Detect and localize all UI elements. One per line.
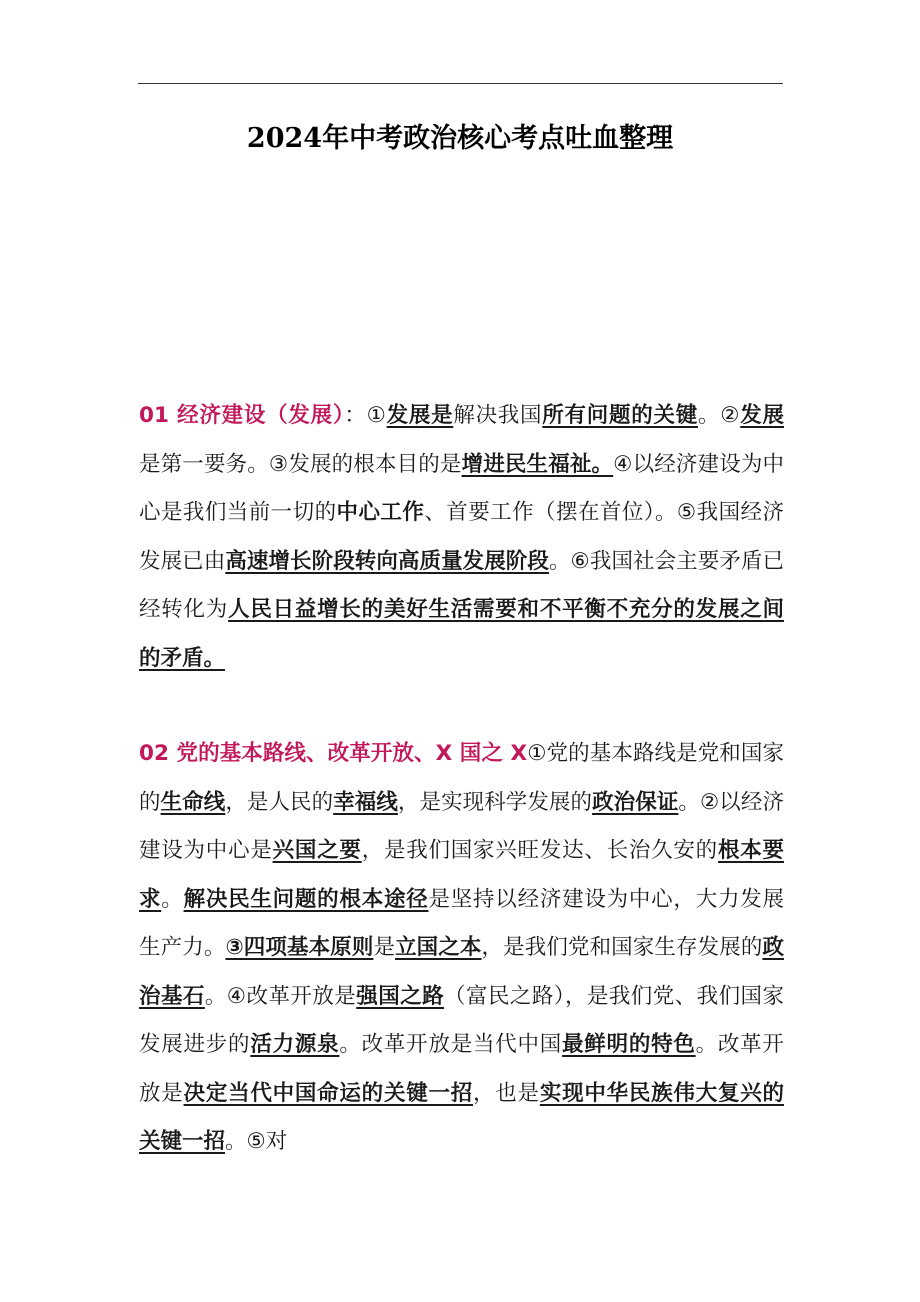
body-text: ，是实现科学发展的 <box>397 789 593 815</box>
body-text: 是第一要务。③发展的根本目的是 <box>139 451 462 477</box>
key-term: 活力源泉 <box>250 1032 340 1057</box>
body-text: ，是我们党和国家生存发展的 <box>481 935 763 960</box>
key-term: 政治基石 <box>139 935 784 1009</box>
key-term: 生命线 <box>160 789 226 815</box>
body-text: ①党的基本路线是党和国家的 <box>139 741 784 815</box>
section-heading: 01 经济建设（发展） <box>139 403 345 428</box>
key-term: 根本要求 <box>139 838 784 912</box>
section-paragraph-01 <box>139 392 784 683</box>
body-text: 。②以经济建设为中心是 <box>139 789 784 863</box>
body-text: 。⑥我国社会主要矛盾已经转化为 <box>139 548 784 622</box>
key-term: 发展是 <box>386 403 454 428</box>
body-text: 解决我国 <box>453 403 543 428</box>
key-term: 人民日益增长的美好生活需要和不平衡不充分的发展之间的矛盾。 <box>139 597 784 671</box>
key-term: 政治保证 <box>592 789 679 815</box>
key-term: 最鲜明的特色 <box>562 1032 696 1057</box>
key-term: 实现中华民族伟大复兴的关键一招 <box>139 1080 784 1154</box>
section-paragraph-02 <box>139 730 784 1167</box>
key-term: 立国之本 <box>395 935 482 960</box>
body-text: 是 <box>373 935 396 960</box>
key-term: ③四项基本原则 <box>225 935 374 960</box>
body-text: 。④改革开放是 <box>204 983 357 1009</box>
body-text: 。 <box>161 886 184 912</box>
key-term: 决定当代中国命运的关键一招 <box>183 1080 474 1106</box>
document-title: 2024年中考政治核心考点吐血整理 <box>246 123 674 154</box>
body-text: （富民之路），是我们党、我们国家发展进步的 <box>139 983 784 1057</box>
key-term: 增进民生福祉。 <box>461 451 614 477</box>
key-term: 强国之路 <box>356 983 445 1009</box>
body-text: ，也是 <box>473 1080 540 1106</box>
key-term: 解决民生问题的根本途径 <box>183 886 429 912</box>
header-rule <box>138 83 783 84</box>
section-heading: 02 党的基本路线、改革开放、X 国之 X <box>139 741 528 766</box>
body-text: ，是人民的 <box>225 789 334 815</box>
body-text: 是坚持以经济建设为中心，大力发展生产力。 <box>139 886 784 960</box>
body-text: ，是我们国家兴旺发达、长治久安的 <box>361 838 718 863</box>
body-text: 、首要工作（摆在首位）。⑤我国经济发展已由 <box>139 500 784 574</box>
key-term: 兴国之要 <box>272 838 362 863</box>
body-text: 。改革开放是 <box>139 1032 784 1106</box>
body-text: ：① <box>344 403 387 428</box>
body-text: 。② <box>697 403 741 428</box>
key-term: 高速增长阶段转向高质量发展阶段 <box>225 548 549 574</box>
body-text: ④以经济建设为中心是我们当前一切的 <box>139 451 784 525</box>
body-text: 。改革开放是当代中国 <box>339 1032 563 1057</box>
key-term: 发展 <box>740 403 784 428</box>
key-term: 所有问题的关键 <box>542 403 698 428</box>
bold-term: 中心工作 <box>336 500 425 525</box>
body-text: 。⑤对 <box>225 1129 288 1154</box>
key-term: 幸福线 <box>333 789 398 815</box>
